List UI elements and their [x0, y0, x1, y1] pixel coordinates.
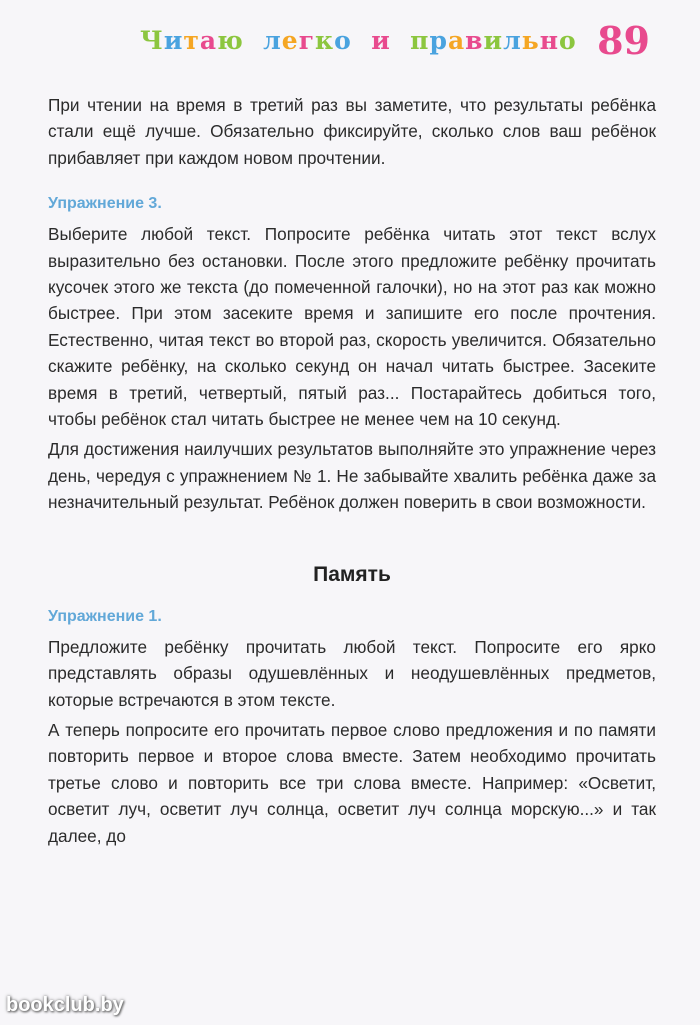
running-title-letter: о	[334, 26, 352, 55]
running-title-letter: т	[183, 26, 200, 55]
exercise-1-label: Упражнение 1.	[48, 607, 162, 625]
running-title-letter: и	[163, 26, 184, 55]
running-title-letter: л	[263, 26, 282, 55]
paragraph-exercise-1: Предложите ребёнку прочитать любой текст. Попросите его ярко представлять образы одушевлённых и неодушевлённых предметов, которые встречаются в этом тексте.	[48, 636, 656, 710]
running-title-letter	[244, 26, 263, 55]
running-title-letter: к	[315, 26, 335, 55]
running-title-letter: г	[298, 26, 316, 55]
running-title-letter: е	[281, 26, 299, 55]
running-title-letter	[352, 26, 371, 55]
running-title-letter: ь	[521, 26, 540, 55]
running-title-letter: в	[465, 26, 484, 55]
running-title-letter: и	[483, 26, 504, 55]
running-title-letter: о	[559, 26, 577, 55]
running-title-letter: н	[539, 26, 559, 55]
page-number: 89	[597, 18, 650, 63]
running-title-letter: л	[503, 26, 522, 55]
running-title-letter: ю	[217, 26, 244, 55]
watermark-logo: bookclub.by	[6, 994, 124, 1016]
exercise-3-label: Упражнение 3.	[48, 195, 162, 213]
paragraph-recommendation: Для достижения наилучших результатов выполняйте это упражнение через день, чередуя с упражнением № 1. Не забывайте хвалить ребёнка даже за незначительный результат. Ребёнок должен поверить в свои возможности.	[48, 439, 656, 513]
running-title-letter: и	[371, 26, 391, 55]
running-title-letter: Ч	[140, 26, 164, 55]
running-title	[140, 26, 577, 55]
running-title-letter	[391, 26, 410, 55]
running-title-letter: а	[447, 26, 466, 55]
page-header	[140, 18, 660, 68]
paragraph-example: А теперь попросите его прочитать первое слово предложения и по памяти повторить первое и второе слова вместе. Затем необходимо прочитать третье слово и повторить все три слова вместе. Например: «Осветит, осветит луч, осветит луч солнца, осветит луч солнца морскую...» и так далее, до	[48, 719, 656, 846]
running-title-letter: р	[429, 26, 448, 55]
paragraph-exercise-3: Выберите любой текст. Попросите ребёнка читать этот текст вслух выразительно без остановки. После этого предложите ребёнку прочитать кусочек этого же текста (до помеченной галочки), но на этот раз как можно быстрее. При этом засеките время и запишите его после прочтения. Естественно, читая текст во второй раз, скорость увеличится. Обязательно скажите ребёнку, на сколько секунд он начал читать быстрее. Засеките время в третий, четвертый, пятый раз... Постарайтесь добиться того, чтобы ребёнок стал читать быстрее не менее чем на 10 секунд.	[48, 224, 656, 430]
running-title-letter: а	[199, 26, 218, 55]
section-title-memory: Память	[313, 562, 391, 586]
paragraph-intro: При чтении на время в третий раз вы заметите, что результаты ребёнка стали ещё лучше. Обязательно фиксируйте, сколько слов ваш ребёнок прибавляет при каждом новом прочтении.	[48, 95, 656, 168]
page-body	[48, 92, 656, 849]
running-title-letter: п	[410, 26, 430, 55]
